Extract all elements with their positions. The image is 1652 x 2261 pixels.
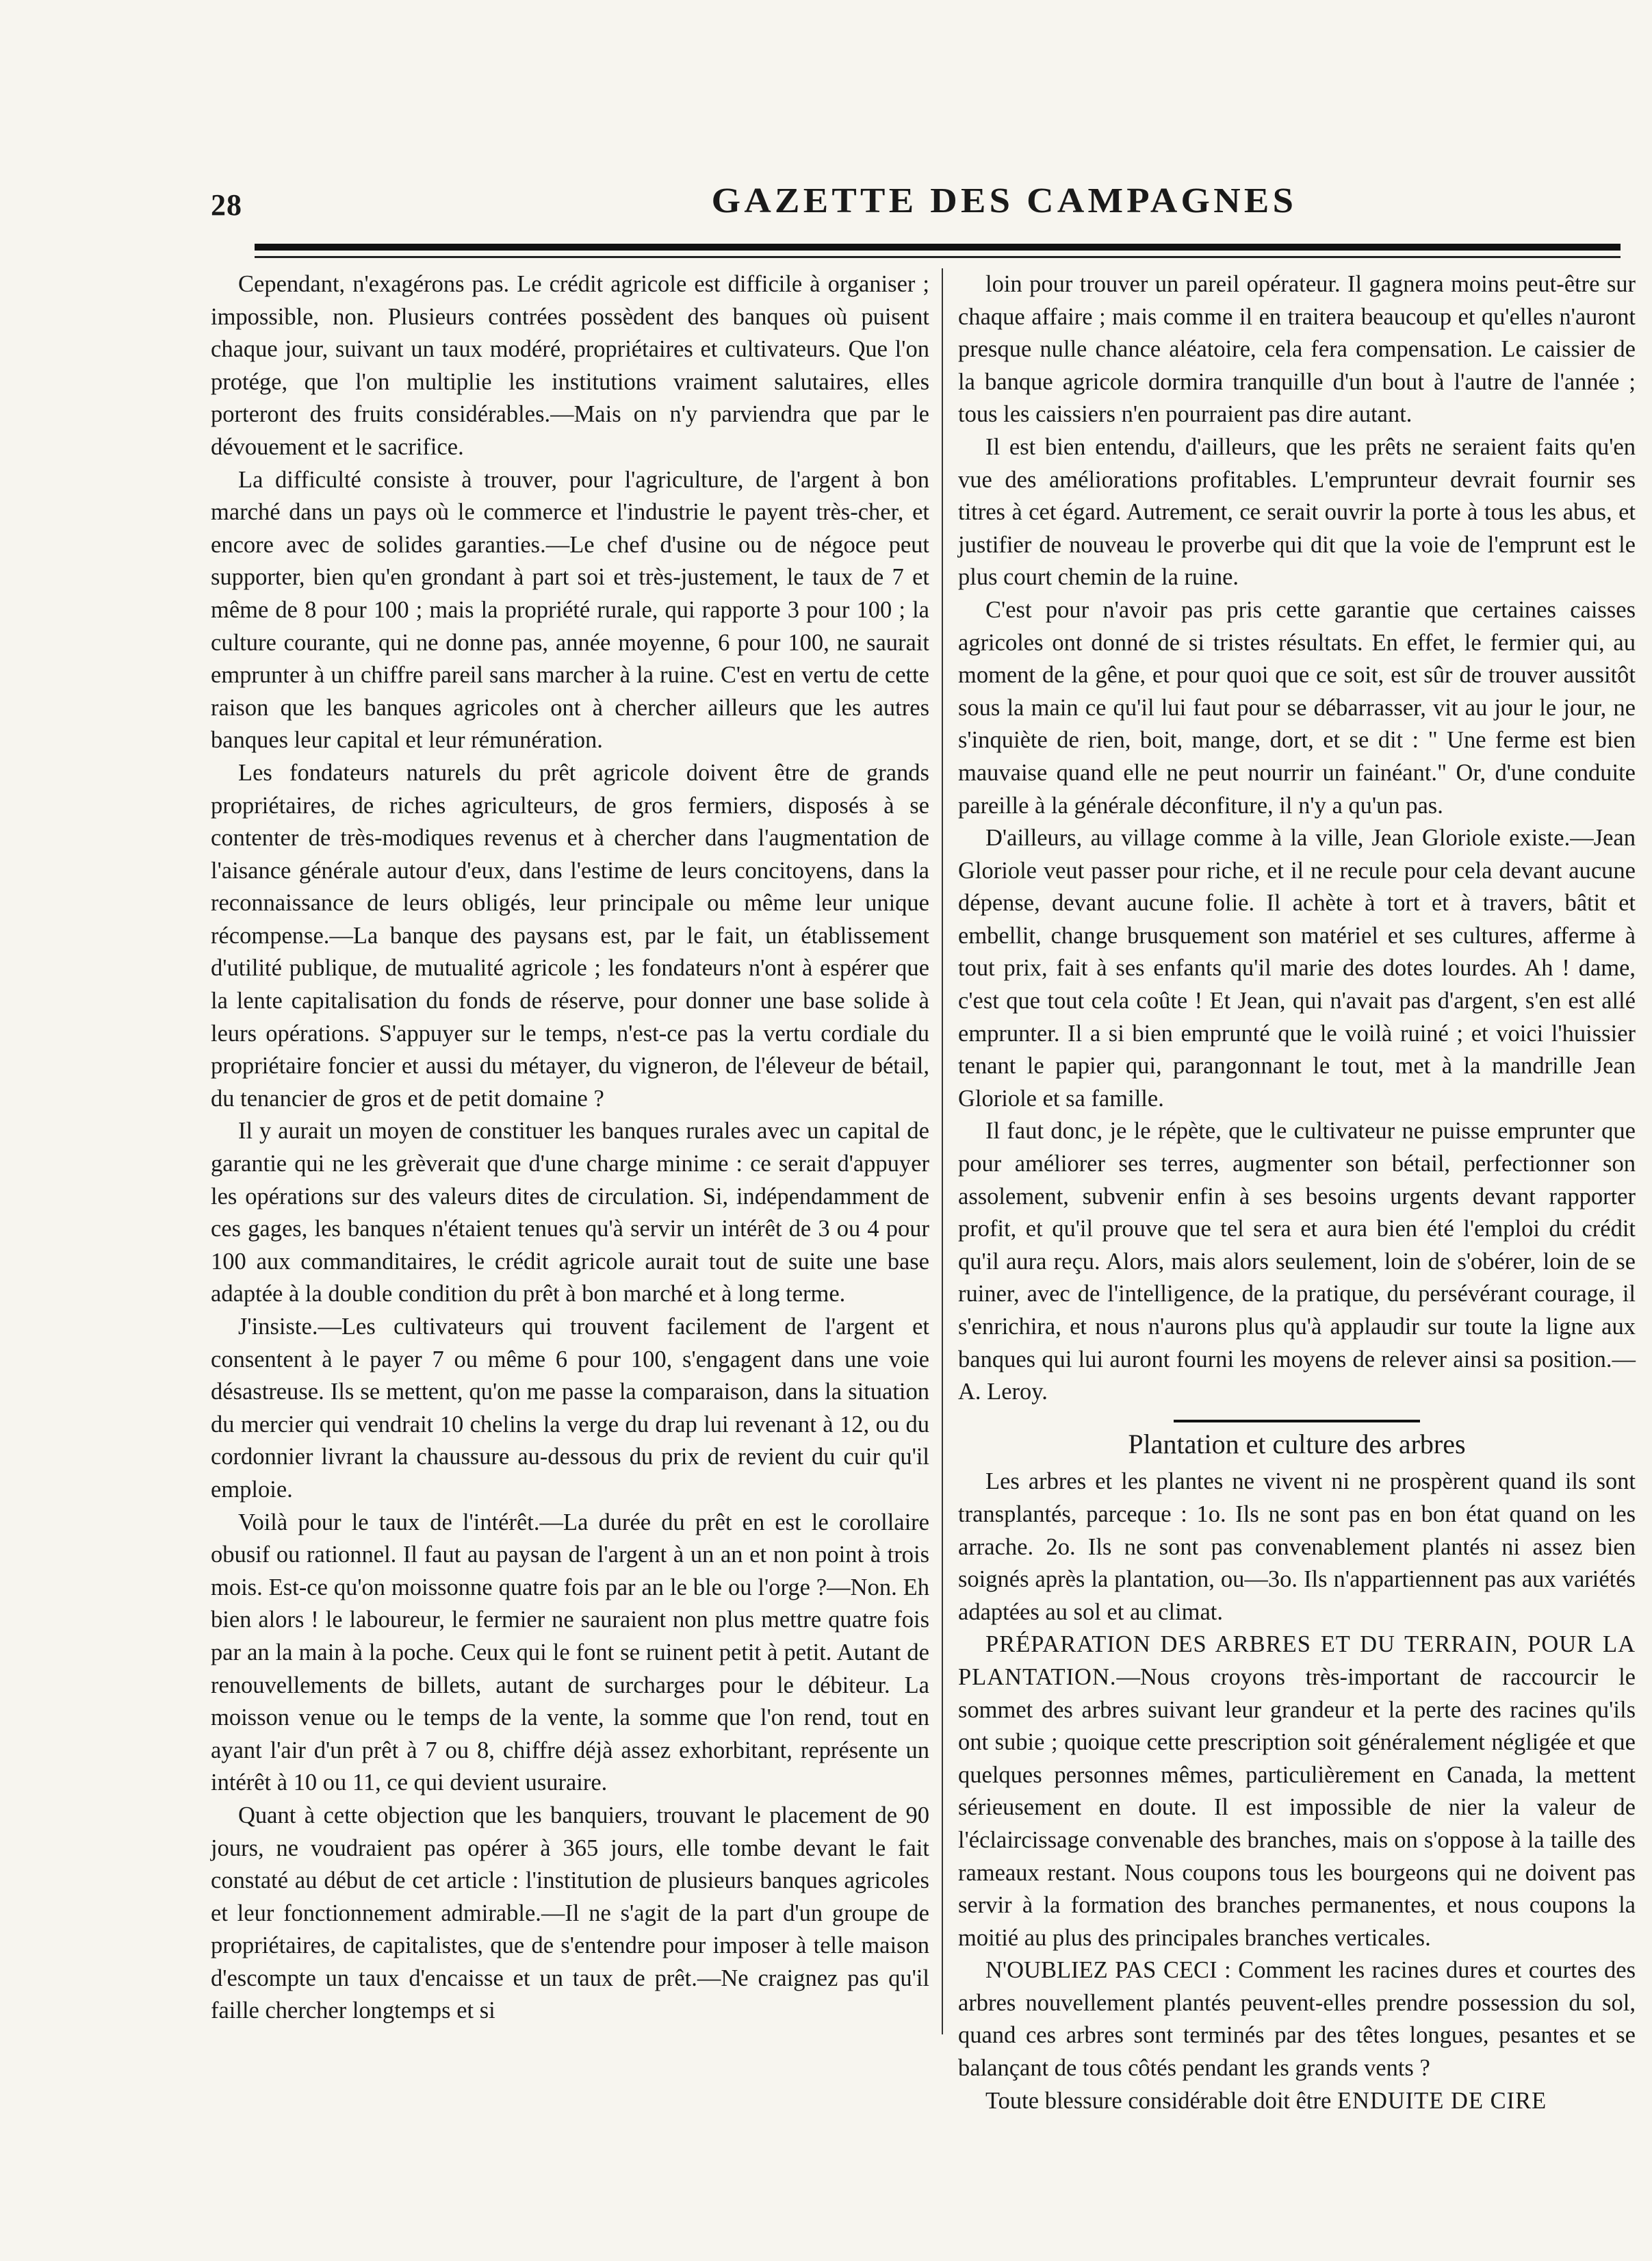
column-divider [942, 268, 943, 2034]
article-paragraph [958, 2085, 1636, 2118]
article-separator [1174, 1420, 1420, 1422]
article-paragraph [958, 1628, 1636, 1954]
page-number: 28 [211, 188, 242, 222]
masthead: GAZETTE DES CAMPAGNES [711, 181, 1298, 220]
article-paragraph [958, 1954, 1636, 2084]
article-paragraph: Il y aurait un moyen de constituer les banques rurales avec un capital de garantie qui ne les grèverait que d'une charge minime : ce serait d'appuyer les opérations sur des valeurs dites de circulation. Si, indépendamment de ces gages, les banques n'étaient tenues qu'à servir un intérêt de 3 ou 4 pour 100 aux commanditaires, le crédit agricole aurait tout de suite une base adaptée à la double condition du prêt à bon marché et à long terme. [211, 1118, 929, 1307]
article-paragraph: Voilà pour le taux de l'intérêt.—La durée du prêt en est le corollaire obusif ou rationnel. Il faut au paysan de l'argent à un an et non point à trois mois. Est-ce qu'on moissonne quatre fois par an le ble ou l'orge ?—Non. Eh bien alors ! le laboureur, le fermier ne sauraient non plus mettre quatre fois par an la main à la poche. Ceux qui le font se ruinent petit à petit. Autant de renouvellements de billets, autant de surcharges pour le débiteur. La moisson venue ou le temps de la vente, la somme que l'on rend, tout en ayant l'air d'un prêt à 7 ou 8, chiffre déjà assez exhorbitant, représente un intérêt à 10 ou 11, ce qui devient usuraire. [211, 1509, 929, 1796]
article-paragraph: Il faut donc, je le répète, que le cultivateur ne puisse emprunter que pour améliorer ses terres, augmenter son bétail, perfectionner son assolement, subvenir enfin à ses besoins urgents devant rapporter profit, et qu'il prouve que tel sera et aura bien été l'emploi du crédit qu'il aura reçu. Alors, mais alors seulement, loin de s'obérer, loin de se ruiner, avec de l'intelligence, de la pratique, du persévérant courage, il s'enrichira, et nous n'aurons plus qu'à applaudir sur toute la ligne aux banques qui lui auront fourni les moyens de relever ainsi sa position.—A. Leroy. [958, 1118, 1636, 1405]
article-paragraph: loin pour trouver un pareil opérateur. Il gagnera moins peut-être sur chaque affaire ; mais comme il en traitera beaucoup et qu'elles n'auront presque nulle chance aléatoire, cela fera compensation. Le caissier de la banque agricole dormira tranquille d'un bout à l'autre de l'année ; tous les caissiers n'en pourraient pas dire autant. [958, 271, 1636, 428]
article-paragraph: Il est bien entendu, d'ailleurs, que les prêts ne seraient faits qu'en vue des améliorations profitables. L'emprunteur devrait fournir ses titres à cet égard. Autrement, ce serait ouvrir la porte à tous les abus, et justifier de nouveau le proverbe qui dit que la voie de l'emprunt est le plus court chemin de la ruine. [958, 433, 1636, 591]
right-column [958, 268, 1636, 2117]
article-title: Plantation et culture des arbres [1128, 1428, 1466, 1459]
header-rule-thick [255, 244, 1621, 251]
header-rule-thin [255, 256, 1621, 258]
article-paragraph: La difficulté consiste à trouver, pour l'agriculture, de l'argent à bon marché dans un pays où le commerce et l'industrie le payent très-cher, et encore avec de solides garanties.—Le chef d'usine ou de négoce peut supporter, bien qu'en grondant à part soi et très-justement, le taux de 7 et même de 8 pour 100 ; mais la propriété rurale, qui rapporte 3 pour 100 ; la culture courante, qui ne donne pas, année moyenne, 6 pour 100, ne saurait emprunter à un chiffre pareil sans marcher à la ruine. C'est en vertu de cette raison que les banques agricoles ont à chercher ailleurs que les autres banques leur capital et leur rémunération. [211, 466, 929, 754]
emphasis-label: N'OUBLIEZ PAS CECI : [985, 1957, 1231, 1984]
article-paragraph: D'ailleurs, au village comme à la ville, Jean Gloriole existe.—Jean Gloriole veut passer pour riche, et il ne recule pour cela devant aucune dépense, devant aucune folie. Il achète à tort et à travers, bâtit et embellit, change brusquement son matériel et ses cultures, afferme à tout prix, fait à ses enfants qu'il marie des dotes lourdes. Ah ! dame, c'est que tout cela coûte ! Et Jean, qui n'avait pas d'argent, s'en est allé emprunter. Il a si bien emprunté que le voilà ruiné ; et voici l'huissier tenant le papier qui, parangonnant le tout, met à la mandrille Jean Gloriole et sa famille. [958, 825, 1636, 1112]
article-paragraph: J'insiste.—Les cultivateurs qui trouvent facilement de l'argent et consentent à le payer 7 ou même 6 pour 100, s'engagent dans une voie désastreuse. Ils se mettent, qu'on me passe la comparaison, dans la situation du mercier qui vendrait 10 chelins la verge du drap lui revenant à 12, ou du cordonnier livrant la chaussure au-dessous du prix de revient du cuir qu'il emploie. [211, 1314, 929, 1503]
emphasis-text: Comment les racines dures et courtes des arbres nouvellement plantés peuvent-elles prendre possession du sol, quand ces arbres sont terminés par des têtes longues, pesantes et se balançant de tous côtés pendant les grands vents ? [958, 1957, 1636, 2082]
caps-text: ENDUITE DE CIRE [1337, 2087, 1547, 2114]
section-subhead: PRÉPARATION DES ARBRES ET DU TERRAIN, POUR LA PLANTATION. [958, 1631, 1636, 1690]
section-text: —Nous croyons très-important de raccourcir le sommet des arbres suivant leur grandeur et la perte des racines qu'ils ont subie ; quoique cette prescription soit généralement négligée et que quelques personnes mêmes, particulièrement en Canada, la mettent sérieusement en doute. Il est impossible de nier la valeur de l'éclaircissage convenable des branches, mais on s'oppose à la taille des rameaux restant. Nous coupons tous les bourgeons qui ne doivent pas servir à la formation des branches permanentes, et nous coupons la moitié au plus des principales branches verticales. [958, 1663, 1636, 1951]
article-paragraph: Cependant, n'exagérons pas. Le crédit agricole est difficile à organiser ; impossible, non. Plusieurs contrées possèdent des banques où puisent chaque jour, suivant un taux modéré, propriétaires et cultivateurs. Que l'on protége, que l'on multiplie les institutions vraiment salutaires, elles porteront des fruits considérables.—Mais on n'y parviendra que par le dévouement et le sacrifice. [211, 271, 929, 460]
section-text: Toute blessure considérable doit être [985, 2087, 1337, 2114]
article-paragraph: Les arbres et les plantes ne vivent ni ne prospèrent quand ils sont transplantés, parceque : 1o. Ils ne sont pas en bon état quand on les arrache. 2o. Ils ne sont pas convenablement plantés ni assez bien soignés après la plantation, ou—3o. Ils n'appartiennent pas aux variétés adaptées au sol et au climat. [958, 1468, 1636, 1625]
article-paragraph: Quant à cette objection que les banquiers, trouvant le placement de 90 jours, ne voudraient pas opérer à 365 jours, elle tombe devant le fait constaté au début de cet article : l'institution de plusieurs banques agricoles et leur fonctionnement admirable.—Il ne s'agit de la part d'un groupe de propriétaires, de capitalistes, que de s'entendre pour imposer à telle maison d'escompte un taux d'encaisse et un taux de prêt.—Ne craignez pas qu'il faille chercher longtemps et si [211, 1802, 929, 2024]
left-column [211, 268, 929, 2028]
article-paragraph: C'est pour n'avoir pas pris cette garantie que certaines caisses agricoles ont donné de si tristes résultats. En effet, le fermier qui, au moment de la gêne, et pour quoi que ce soit, est sûr de trouver aussitôt sous la main ce qu'il lui faut pour se débarrasser, vit au jour le jour, ne s'inquiète de rien, boit, mange, dort, et se dit : " Une ferme est bien mauvaise quand elle ne peut nourrir un fainéant." Or, d'une conduite pareille à la générale déconfiture, il n'y a qu'un pas. [958, 596, 1636, 819]
article-paragraph: Les fondateurs naturels du prêt agricole doivent être de grands propriétaires, de riches agriculteurs, de gros fermiers, disposés à se contenter de très-modiques revenus et à chercher dans l'augmentation de l'aisance générale autour d'eux, dans l'estime de leurs concitoyens, dans la reconnaissance de leurs obligés, leur principale ou même leur unique récompense.—La banque des paysans est, par le fait, un établissement d'utilité publique, de mutualité agricole ; les fondateurs n'ont à espérer que la lente capitalisation du fonds de réserve, pour donner une base solide à leurs opérations. S'appuyer sur le temps, n'est-ce pas la vertu cordiale du propriétaire foncier et aussi du métayer, du vigneron, de l'éleveur de bétail, du tenancier de gros et de petit domaine ? [211, 759, 929, 1112]
